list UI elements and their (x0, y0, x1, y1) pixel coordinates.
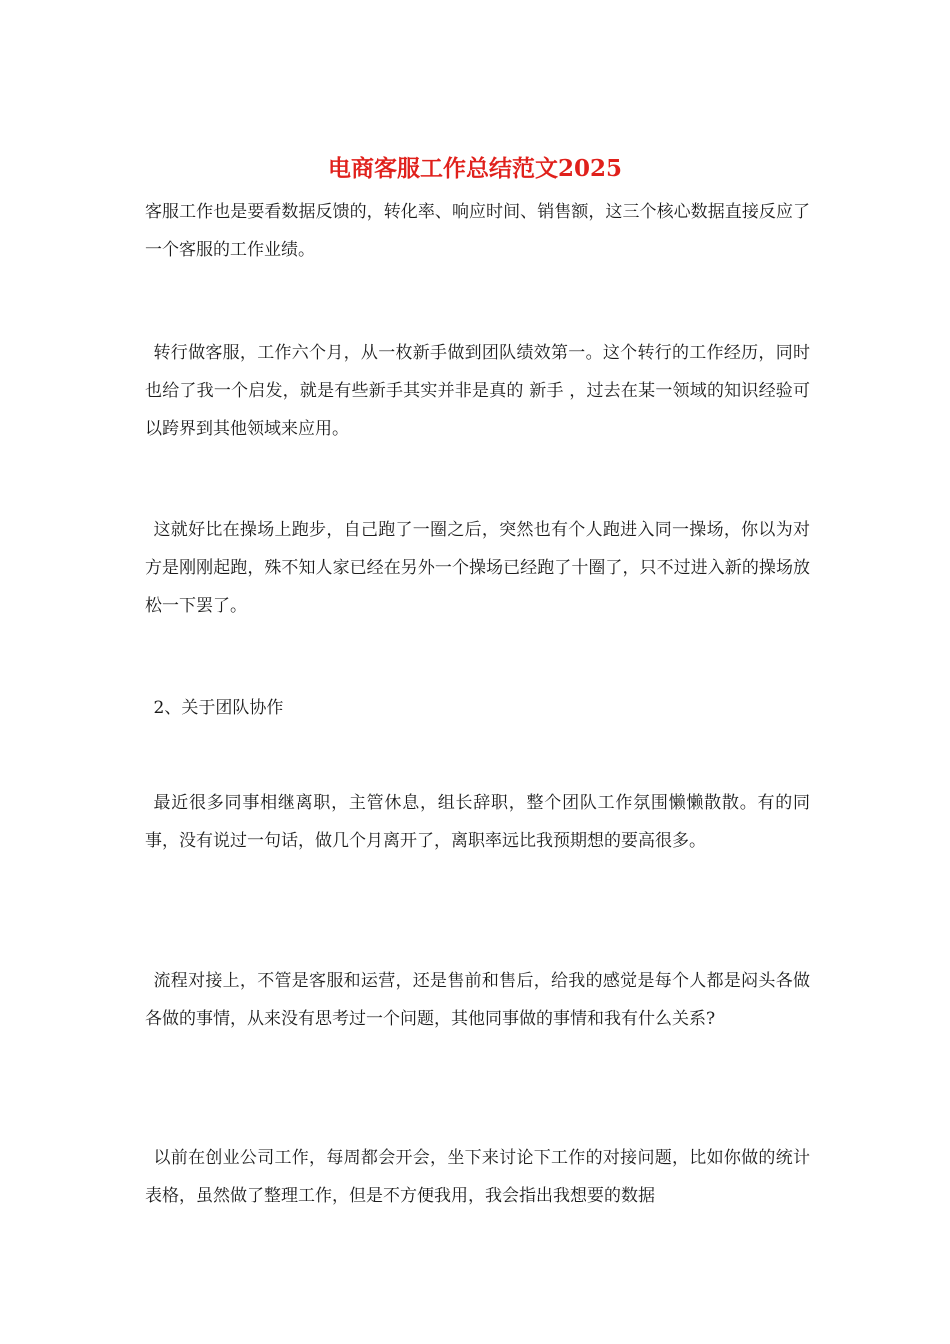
paragraph-process-handoff: 流程对接上，不管是客服和运营，还是售前和售后，给我的感觉是每个人都是闷头各做各做的事情，从来没有思考过一个问题，其他同事做的事情和我有什么关系? (145, 971, 810, 1029)
document-title: 电商客服工作总结范文2025 (327, 155, 622, 182)
paragraph-career-change: 转行做客服，工作六个月，从一枚新手做到团队绩效第一。这个转行的工作经历，同时也给了我一个启发，就是有些新手其实并非是真的 新手 ，过去在某一领域的知识经验可以跨界到其他领域来应用。 (145, 343, 810, 439)
section-heading-teamwork: 2、关于团队协作 (153, 698, 284, 718)
paragraph-turnover: 最近很多同事相继离职，主管休息，组长辞职，整个团队工作氛围懒懒散散。有的同事，没有说过一句话，做几个月离开了，离职率远比我预期想的要高很多。 (145, 793, 810, 851)
paragraph-startup-meetings: 以前在创业公司工作，每周都会开会，坐下来讨论下工作的对接问题，比如你做的统计表格，虽然做了整理工作，但是不方便我用，我会指出我想要的数据 (145, 1148, 810, 1206)
paragraph-data-feedback: 客服工作也是要看数据反馈的，转化率、响应时间、销售额，这三个核心数据直接反应了一个客服的工作业绩。 (145, 202, 810, 260)
paragraph-running-analogy: 这就好比在操场上跑步，自己跑了一圈之后，突然也有个人跑进入同一操场，你以为对方是刚刚起跑，殊不知人家已经在另外一个操场已经跑了十圈了，只不过进入新的操场放松一下罢了。 (145, 520, 810, 616)
